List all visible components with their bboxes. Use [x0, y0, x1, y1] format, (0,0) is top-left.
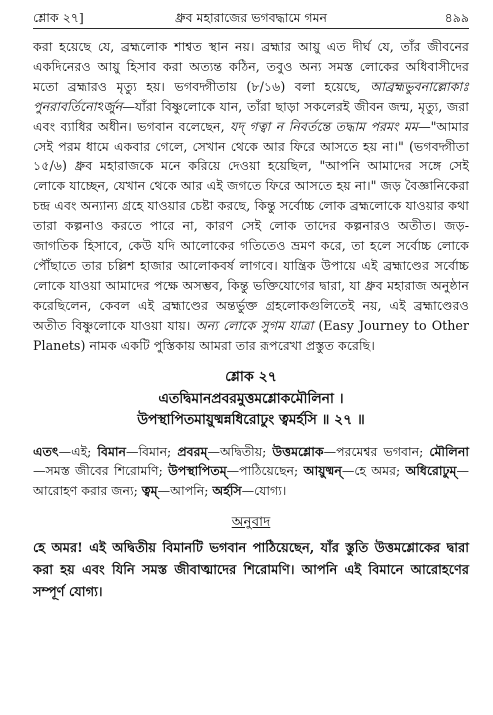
- gita-quote-2: যদ্ গত্বা ন নিবর্তন্তে তদ্ধাম পরমং মম: [229, 118, 418, 134]
- synonym-word: উত্তমশ্লোক: [272, 443, 324, 459]
- synonym-meaning: হে অমর;: [354, 463, 401, 479]
- synonym-meaning: অদ্বিতীয়;: [219, 443, 267, 459]
- synonym-meaning: পাঠিয়েছেন;: [239, 463, 299, 479]
- verse-line-1: এতদ্বিমানপ্রবরমুত্তমশ্লোকমৌলিনা ।: [158, 390, 344, 407]
- synonym-word: অর্হসি: [212, 482, 242, 498]
- page-header: [33, 8, 469, 29]
- synonym-meaning: আপনি;: [170, 482, 209, 498]
- synonym-word: অধিরোঢুম্: [405, 463, 457, 479]
- translation-text: হে অমর! এই অদ্বিতীয় বিমানটি ভগবান পাঠিয়েছেন, যাঁর স্তুতি উত্তমশ্লোকের দ্বারা করা হয় এবং যিনি সমস্ত জীবাত্মাদের শিরোমণি। আপনি এই বিমানে আরোহণের সম্পূর্ণ যোগ্য।: [33, 541, 469, 601]
- book-title-bengali: অন্য লোকে সুগম যাত্রা: [195, 317, 314, 333]
- purport-text-1: করা হয়েছে যে, ব্রহ্মলোক শাশ্বত স্থান নয়। ব্রহ্মার আয়ু এত দীর্ঘ যে, তাঁর জীবনের একদিনেরও আয়ু হিসাব করা অত্যন্ত কঠিন, তবুও অন্য সমস্ত লোকের অধিবাসীদের মতো ব্রহ্মারও মৃত্যু হয়। ভগবদ্গীতায় (৮/১৬) বলা হয়েছে,: [33, 39, 469, 94]
- purport-text-4: নামক একটি পুস্তিকায় আমরা তার রূপরেখা প্রস্তুত করেছি।: [89, 337, 375, 353]
- book-page: [33, 8, 469, 604]
- verse-heading: শ্লোক ২৭: [225, 368, 277, 385]
- book-title-english: (Easy Journey to Other Planets): [33, 317, 469, 353]
- translation-heading: অনুবাদ: [231, 514, 271, 531]
- synonym-meaning: পরমেশ্বর ভগবান;: [336, 443, 424, 459]
- synonym-word: এতৎ: [33, 443, 59, 459]
- gita-quote-1: আব্রহ্মভুবনাল্লোকাঃ পুনরাবর্তিনোঽর্জুন: [33, 78, 469, 114]
- synonym-meaning: যোগ্য।: [254, 482, 287, 498]
- synonym-word: বিমান: [97, 443, 126, 459]
- chapter-title: ধ্রুব মহারাজের ভগবদ্ধামে গমন: [174, 10, 328, 25]
- purport-text-3: —"আমার সেই পরম ধামে একবার গেলে, সেখান থেকে আর ফিরে আসতে হয় না।" (ভগবদ্গীতা ১৫/৬) ধ্রুব মহারাজকে মনে করিয়ে দেওয়া হয়েছিল, "আপনি আমাদের সঙ্গে সেই লোকে যাচ্ছেন, যেখান থেকে আর এই জগতে ফিরে আসতে হয় না।" জড় বৈজ্ঞানিকেরা চন্দ্র এবং অন্যান্য গ্রহে যাওয়ার চেষ্টা করছে, কিন্তু সর্বোচ্চ লোক ব্রহ্মলোকে যাওয়ার কথা তারা কল্পনাও করতে পারে না, কারণ সেই লোক তাদের কল্পনারও অতীত। জড়-জাগতিক হিসাবে, কেউ যদি আলোকের গতিতেও ভ্রমণ করে, তা হলে সর্বোচ্চ লোকে পৌঁছাতে তার চল্লিশ হাজার আলোকবর্ষ লাগবে। যান্ত্রিক উপায়ে এই ব্রহ্মাণ্ডের সর্বোচ্চ লোকে যাওয়া আমাদের পক্ষে অসম্ভব, কিন্তু ভক্তিযোগের দ্বারা, যা ধ্রুব মহারাজ অনুষ্ঠান করেছিলেন, কেবল এই ব্রহ্মাণ্ডের অন্তর্ভুক্ত গ্রহলোকগুলিতেই নয়, এই ব্রহ্মাণ্ডেরও অতীত বিষ্ণুলোকে যাওয়া যায়।: [33, 118, 469, 333]
- purport-section: [33, 37, 469, 356]
- sanskrit-verse: [33, 389, 469, 431]
- synonym-word: উপস্থাপিতম্: [168, 463, 227, 479]
- verse-line-2: উপস্থাপিতমায়ুষ্মন্নধিরোঢুং ত্বমর্হসি ॥ ২৭ ॥: [137, 411, 365, 428]
- synonym-word: আয়ুষ্মন্: [303, 463, 342, 479]
- synonym-word: মৌলিনা: [429, 443, 469, 459]
- purport-paragraph: [33, 37, 469, 356]
- synonym-meaning: এই;: [71, 443, 92, 459]
- synonym-meaning: বিমান;: [138, 443, 172, 459]
- verse-reference: শ্লোক ২৭]: [33, 10, 84, 25]
- synonym-word: প্রবরম্: [177, 443, 208, 459]
- purport-text-2: —যাঁরা বিষ্ণুলোকে যান, তাঁরা ছাড়া সকলেরই জীবন জন্ম, মৃত্যু, জরা এবং ব্যাধির অধীন। ভগবান বলেছেন,: [33, 98, 469, 134]
- synonyms-section: এতৎ—এই; বিমান—বিমান; প্রবরম্—অদ্বিতীয়; উত্তমশ্লোক—পরমেশ্বর ভগবান; মৌলিনা—সমস্ত জীবের শিরোমণি; উপস্থাপিতম্—পাঠিয়েছেন; আয়ুষ্মন্—হে অমর; অধিরোঢুম্—আরোহণ করার জন্য; ত্বম্—আপনি; অর্হসি—যোগ্য।: [33, 443, 469, 498]
- page-number: ৪৯৯: [444, 10, 469, 25]
- synonym-meaning: সমস্ত জীবের শিরোমণি;: [45, 463, 163, 479]
- synonym-word: ত্বম্: [141, 482, 158, 498]
- synonym-meaning: আরোহণ করার জন্য;: [33, 482, 138, 498]
